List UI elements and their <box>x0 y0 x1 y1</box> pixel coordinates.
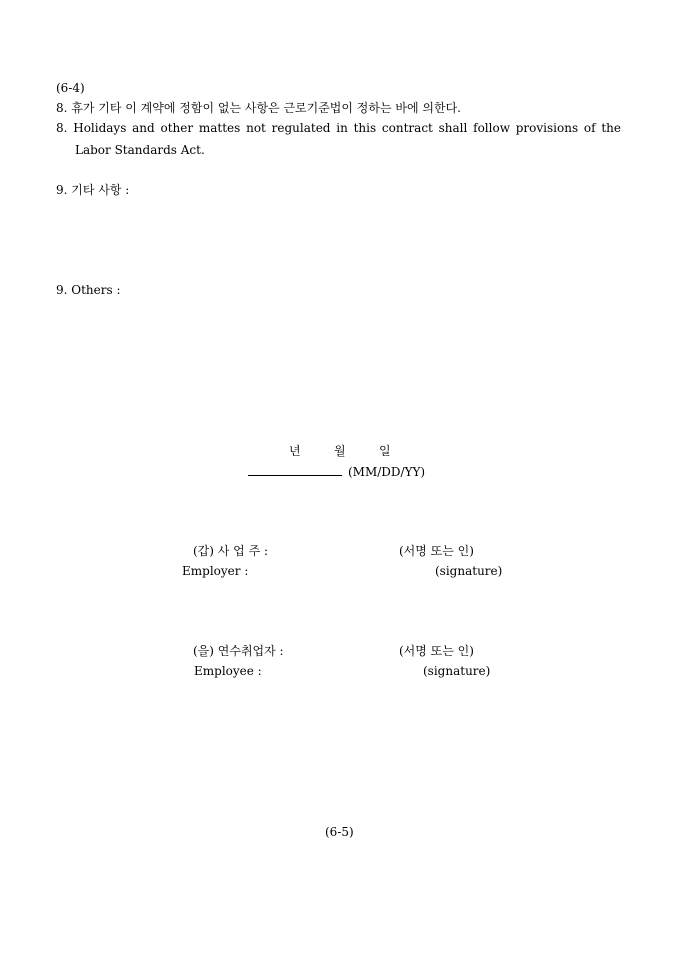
date-entry-row <box>248 463 425 480</box>
date-blank-line <box>248 463 342 476</box>
clause-9-korean: 9. 기타 사항 : <box>56 183 130 197</box>
clause-8-korean: 8. 휴가 기타 이 계약에 정함이 없는 사항은 근로기준법이 정하는 바에 의한다. <box>56 101 461 115</box>
clause-9-english: 9. Others : <box>56 283 121 297</box>
employer-english-label: Employer : <box>182 564 249 578</box>
clause-8-english-line2: Labor Standards Act. <box>75 143 205 157</box>
employer-korean-label: (갑) 사 업 주 : <box>193 544 269 558</box>
employee-signature-korean: (서명 또는 인) <box>399 644 474 658</box>
employee-korean-label: (을) 연수취업자 : <box>193 644 284 658</box>
date-month-label: 월 <box>334 444 346 458</box>
date-day-label: 일 <box>379 444 391 458</box>
employee-signature-english: (signature) <box>423 664 491 678</box>
date-year-label: 년 <box>289 444 301 458</box>
page-number-top: (6-4) <box>56 81 85 95</box>
employer-signature-korean: (서명 또는 인) <box>399 544 474 558</box>
page-number-bottom: (6-5) <box>325 825 354 839</box>
date-format: (MM/DD/YY) <box>348 465 426 479</box>
clause-8-english-line1: 8. Holidays and other mattes not regulated in this contract shall follow provisions of the <box>56 121 621 135</box>
employee-english-label: Employee : <box>194 664 262 678</box>
employer-signature-english: (signature) <box>435 564 503 578</box>
